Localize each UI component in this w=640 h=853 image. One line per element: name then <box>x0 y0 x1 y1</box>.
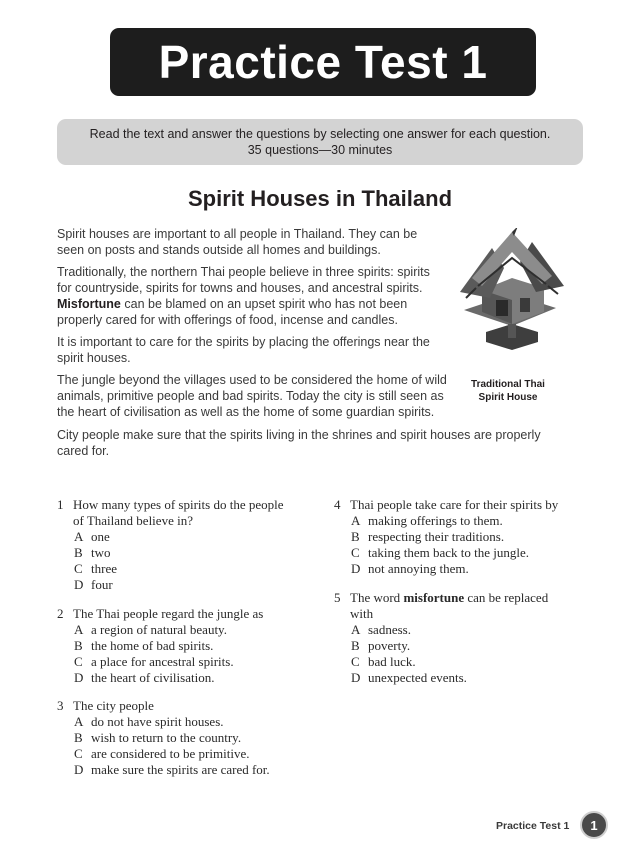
stem-fragment: The word <box>350 590 404 605</box>
paragraph-line: Spirit houses are important to all people in Thailand. They can be <box>57 227 418 241</box>
paragraph-line: for countryside, spirits for towns and houses, and ancestral spirits. <box>57 281 423 295</box>
paragraph-line: The jungle beyond the villages used to be considered the home of wild <box>57 373 447 387</box>
option-letter: A <box>74 714 84 729</box>
option-letter: B <box>351 638 360 653</box>
answer-option[interactable] <box>351 622 548 638</box>
instructions-box <box>57 119 583 165</box>
answer-option[interactable] <box>74 638 263 654</box>
question-stem: Thai people take care for their spirits by <box>350 497 559 512</box>
option-letter: C <box>74 654 83 669</box>
answer-option[interactable] <box>74 577 284 593</box>
option-text: a region of natural beauty. <box>91 622 227 637</box>
question-number: 1 <box>57 497 64 512</box>
answer-option[interactable] <box>74 762 270 778</box>
paragraph-line: the heart of civilisation as well as the home of some guardian spirits. <box>57 405 435 419</box>
option-text: a place for ancestral spirits. <box>91 654 234 669</box>
paragraph-line: City people make sure that the spirits living in the shrines and spirit houses are properly <box>57 428 541 442</box>
option-text: are considered to be primitive. <box>91 746 250 761</box>
bold-term: Misfortune <box>57 297 121 311</box>
answer-option[interactable] <box>74 622 263 638</box>
option-letter: D <box>74 670 84 685</box>
answer-option[interactable] <box>351 654 548 670</box>
instructions-line-2: 35 questions—30 minutes <box>247 143 393 157</box>
answer-option[interactable] <box>351 545 558 561</box>
option-letter: A <box>351 622 361 637</box>
question-2 <box>57 606 263 686</box>
question-number: 3 <box>57 698 64 713</box>
paragraph-4 <box>57 372 447 420</box>
option-text: unexpected events. <box>368 670 467 685</box>
question-stem: The Thai people regard the jungle as <box>73 606 264 621</box>
paragraph-fragment: can be blamed on an upset spirit who has not been <box>120 297 408 311</box>
option-letter: C <box>74 746 83 761</box>
option-text: the home of bad spirits. <box>91 638 214 653</box>
paragraph-line: It is important to care for the spirits by placing the offerings near the <box>57 335 430 349</box>
article-title: Spirit Houses in Thailand <box>187 186 453 211</box>
image-caption-line: Spirit House <box>478 392 538 403</box>
page-number-badge <box>580 811 608 839</box>
question-1 <box>57 497 284 593</box>
option-letter: D <box>351 561 361 576</box>
paragraph-line: properly cared for with offerings of food, incense and candles. <box>57 313 398 327</box>
paragraph-3 <box>57 334 430 366</box>
answer-option[interactable] <box>351 638 548 654</box>
answer-option[interactable] <box>74 746 270 762</box>
page-number: 1 <box>590 817 598 833</box>
option-letter: C <box>74 561 83 576</box>
paragraph-line: seen on posts and stands outside all homes and buildings. <box>57 243 381 257</box>
answer-option[interactable] <box>74 561 284 577</box>
paragraph-2 <box>57 264 430 328</box>
option-text: two <box>91 545 111 560</box>
option-letter: A <box>74 529 84 544</box>
answer-option[interactable] <box>74 730 270 746</box>
option-text: poverty. <box>368 638 411 653</box>
option-letter: D <box>351 670 361 685</box>
answer-option[interactable] <box>351 561 558 577</box>
option-letter: B <box>351 529 360 544</box>
answer-option[interactable] <box>74 654 263 670</box>
image-caption <box>452 378 564 404</box>
question-stem: with <box>350 606 374 621</box>
question-number: 4 <box>334 497 341 512</box>
answer-option[interactable] <box>351 670 548 686</box>
option-text: do not have spirit houses. <box>91 714 224 729</box>
spirit-house-image <box>452 228 572 353</box>
paragraph-5 <box>57 427 541 459</box>
answer-option[interactable] <box>351 529 558 545</box>
paragraph-line: cared for. <box>57 444 110 458</box>
option-text: one <box>91 529 110 544</box>
option-letter: A <box>74 622 84 637</box>
paragraph-line <box>57 296 430 312</box>
question-3 <box>57 698 270 778</box>
option-letter: C <box>351 654 360 669</box>
paragraph-line: spirit houses. <box>57 351 131 365</box>
answer-option[interactable] <box>351 513 558 529</box>
answer-option[interactable] <box>74 529 284 545</box>
answer-option[interactable] <box>74 545 284 561</box>
option-letter: D <box>74 577 84 592</box>
stem-fragment: can be replaced <box>464 590 549 605</box>
option-text: respecting their traditions. <box>368 529 505 544</box>
question-4 <box>334 497 558 577</box>
option-letter: B <box>74 545 83 560</box>
option-letter: D <box>74 762 84 777</box>
option-text: bad luck. <box>368 654 416 669</box>
option-text: make sure the spirits are cared for. <box>91 762 270 777</box>
answer-option[interactable] <box>74 670 263 686</box>
question-stem: How many types of spirits do the people <box>73 497 284 512</box>
question-stem: of Thailand believe in? <box>73 513 193 528</box>
question-stem: The city people <box>73 698 154 713</box>
paragraph-1 <box>57 226 417 258</box>
answer-option[interactable] <box>74 714 270 730</box>
option-text: not annoying them. <box>368 561 469 576</box>
image-caption-line: Traditional Thai <box>471 379 545 390</box>
paragraph-line: animals, primitive people and bad spirits. Today the city is still seen as <box>57 389 444 403</box>
option-letter: A <box>351 513 361 528</box>
option-letter: B <box>74 638 83 653</box>
question-stem <box>350 590 548 606</box>
option-text: wish to return to the country. <box>91 730 242 745</box>
question-number: 5 <box>334 590 341 605</box>
bold-term: misfortune <box>403 590 465 605</box>
option-text: four <box>91 577 113 592</box>
question-5 <box>334 590 548 686</box>
footer-label: Practice Test 1 <box>496 820 570 832</box>
option-text: making offerings to them. <box>368 513 503 528</box>
option-letter: B <box>74 730 83 745</box>
option-letter: C <box>351 545 360 560</box>
question-number: 2 <box>57 606 64 621</box>
option-text: the heart of civilisation. <box>91 670 215 685</box>
page-title: Practice Test 1 <box>158 36 488 88</box>
option-text: taking them back to the jungle. <box>368 545 530 560</box>
paragraph-line: Traditionally, the northern Thai people believe in three spirits: spirits <box>57 265 430 279</box>
instructions-line-1: Read the text and answer the questions by selecting one answer for each question. <box>89 127 551 141</box>
option-text: sadness. <box>368 622 411 637</box>
option-text: three <box>91 561 117 576</box>
page-title-banner <box>110 28 536 96</box>
